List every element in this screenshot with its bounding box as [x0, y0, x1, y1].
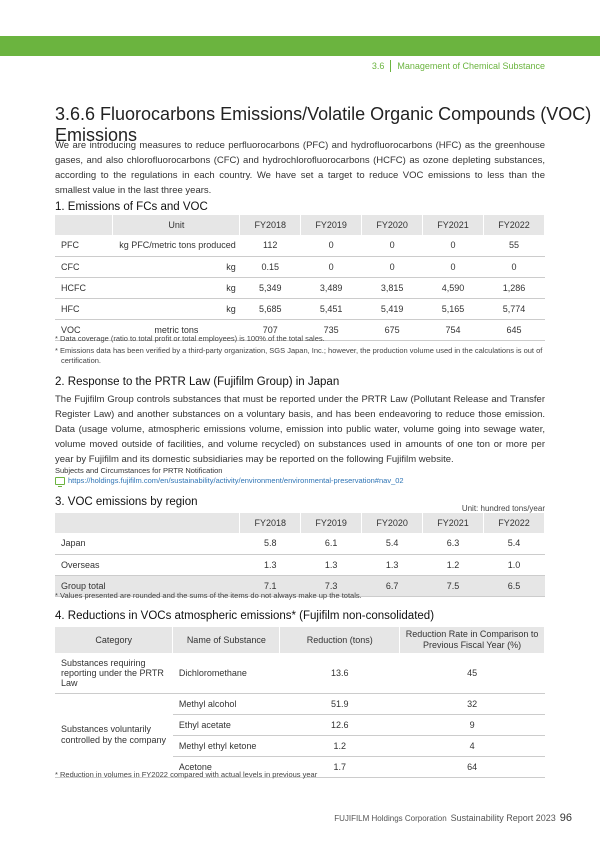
- col-header: FY2018: [240, 513, 301, 533]
- section-4-heading: 4. Reductions in VOCs atmospheric emissions* (Fujifilm non-consolidated): [55, 610, 435, 622]
- table-row: Ethyl acetate 12.6 9: [55, 714, 545, 735]
- table-row: Overseas 1.3 1.3 1.3 1.2 1.0: [55, 554, 545, 575]
- section-number: 3.6: [371, 61, 385, 71]
- table-row: Substances requiring reporting under the PRTR Law Dichloromethane 13.6 45: [55, 653, 545, 693]
- footer-company: FUJIFILM Holdings Corporation: [334, 814, 447, 823]
- unit-label: Unit: hundred tons/year: [461, 504, 545, 513]
- table-row: HFC kg 5,685 5,451 5,419 5,165 5,774: [55, 298, 545, 319]
- table-row: Methyl ethyl ketone 1.2 4: [55, 735, 545, 756]
- voc-reduction-table: [55, 627, 545, 778]
- col-header: FY2020: [362, 513, 423, 533]
- table-row-total: Group total 7.1 7.3 6.7 7.5 6.5: [55, 575, 545, 596]
- section-2-heading: 2. Response to the PRTR Law (Fujifilm Group) in Japan: [55, 376, 340, 388]
- note-reduction: * Reduction in volumes in FY2022 compared with actual levels in previous year: [55, 770, 318, 779]
- footer-report-title: Sustainability Report 2023: [450, 813, 556, 823]
- page-title: 3.6.6 Fluorocarbons Emissions/Volatile Organic Compounds (VOC) Emissions: [55, 104, 592, 145]
- col-header: FY2018: [240, 215, 301, 235]
- page-number: 96: [559, 812, 572, 824]
- col-header: Reduction Rate in Comparison to Previous Fiscal Year (%): [400, 627, 545, 653]
- col-header: FY2019: [301, 513, 362, 533]
- note-coverage: * Data coverage (ratio to total profit or total employees) is 100% of the total sales.: [55, 334, 325, 343]
- col-header: FY2020: [362, 215, 423, 235]
- table-row: VOC metric tons 707 735 675 754 645: [55, 319, 545, 340]
- table-header-row: [55, 513, 545, 533]
- table-row: Japan 5.8 6.1 5.4 6.3 5.4: [55, 533, 545, 554]
- breadcrumb-divider: [390, 60, 391, 72]
- col-header: Category: [55, 627, 173, 653]
- section-1-heading: 1. Emissions of FCs and VOC: [55, 201, 208, 213]
- table-row: PFC kg PFC/metric tons produced 112 0 0 0 55: [55, 235, 545, 256]
- col-header: FY2021: [423, 513, 484, 533]
- category-prtr: Substances requiring reporting under the PRTR Law: [55, 653, 173, 693]
- col-header: Reduction (tons): [280, 627, 400, 653]
- col-header: FY2022: [484, 513, 545, 533]
- prtr-paragraph: The Fujifilm Group controls substances that must be reported under the PRTR Law (Pollutant Release and Transfer Register Law) and another substances on a voluntary basis, and has been endeavoring to reduce those emission. Data (usage volume, atmospheric emissions volume, emission into public water, volume going into sewage water, volume moved outside of facilities, and volume recycled) on substances used in amounts of one ton or more per year by Fujifilm and its domestic subsidiaries may be reported on the following Fujifilm website.: [55, 394, 545, 465]
- prtr-link-url[interactable]: https://holdings.fujifilm.com/en/sustainability/activity/environment/environmental-preservation#nav_02: [68, 476, 404, 485]
- col-header: Name of Substance: [173, 627, 280, 653]
- top-accent-bar: [0, 36, 600, 56]
- computer-icon: [55, 477, 65, 485]
- breadcrumb: [372, 60, 545, 72]
- table-row: Acetone 1.7 64: [55, 756, 545, 777]
- footer: [334, 812, 572, 824]
- table-header-row: [55, 627, 545, 653]
- table-row: Substances voluntarily controlled by the company Methyl alcohol 51.9 32: [55, 693, 545, 714]
- section-title: Management of Chemical Substance: [397, 61, 545, 71]
- prtr-subjects-label: Subjects and Circumstances for PRTR Notification: [55, 466, 223, 475]
- col-header: FY2022: [484, 215, 545, 235]
- note-verification: * Emissions data has been verified by a third-party organization, SGS Japan, Inc.; however, the production volume used in the calculations is out of certification.: [55, 346, 543, 365]
- col-header: FY2019: [301, 215, 362, 235]
- table-row: HCFC kg 5,349 3,489 3,815 4,590 1,286: [55, 277, 545, 298]
- voc-region-table: [55, 513, 545, 597]
- fc-voc-emissions-table: [55, 215, 545, 341]
- prtr-link[interactable]: [55, 476, 404, 485]
- table-header-row: [55, 215, 545, 235]
- category-voluntary: Substances voluntarily controlled by the company: [55, 693, 173, 777]
- table-row: CFC kg 0.15 0 0 0 0: [55, 256, 545, 277]
- col-header: Unit: [113, 215, 240, 235]
- intro-paragraph: We are introducing measures to reduce perfluorocarbons (PFC) and hydrofluorocarbons (HFC) as the greenhouse gases, and also chlorofluorocarbons (CFC) and hydrochlorofluorocarbons (HCFC) as ozone depleting substances, according to the regulations in each country. We have set a target to reduce VOC emissions to less than the smallest value in the last three years.: [55, 140, 545, 196]
- note-rounding: * Values presented are rounded and the sums of the items do not always make up the totals.: [55, 591, 362, 600]
- col-header: FY2021: [423, 215, 484, 235]
- section-3-heading: 3. VOC emissions by region: [55, 496, 198, 508]
